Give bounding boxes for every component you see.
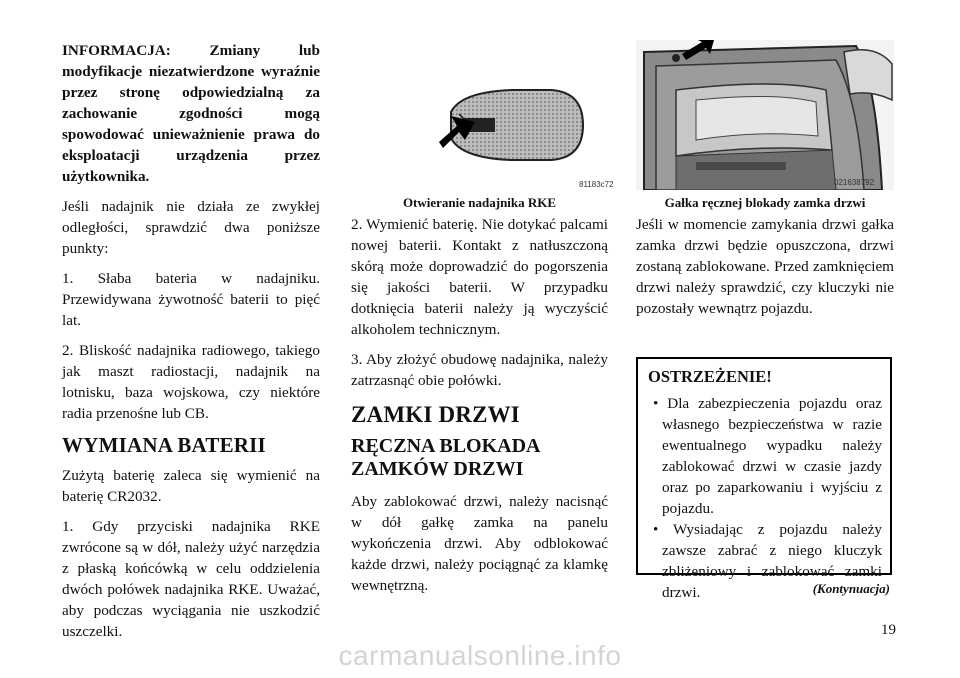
column-right bbox=[636, 214, 894, 328]
info-note: INFORMACJA: Zmiany lub modyfikacje niezatwierdzone wyraźnie przez stronę odpowiedzialną za zachowanie zgodności mogą spowodować unieważnienie prawa do eksploatacji urządzenia przez użytkownika. bbox=[62, 42, 320, 185]
paragraph: 3. Aby złożyć obudowę nadajnika, należy zatrzasnąć obie połówki. bbox=[351, 351, 608, 389]
section-heading-door-locks: ZAMKI DRZWI bbox=[351, 402, 520, 427]
warning-title: OSTRZEŻENIE! bbox=[648, 367, 772, 386]
warning-item: • Wysiadając z pojazdu należy zawsze zabrać z niego kluczyk zbliżeniowy i zablokować zamki drzwi. bbox=[648, 519, 882, 603]
rke-fob-illustration bbox=[351, 40, 614, 190]
paragraph: 2. Bliskość nadajnika radiowego, takiego jak maszt radiostacji, nadajnik na lotnisku, baza wojskowa, czy niektóre radia przenośne lub CB. bbox=[62, 342, 320, 422]
page-number: 19 bbox=[881, 622, 896, 638]
warning-item: • Dla zabezpieczenia pojazdu oraz własnego bezpieczeństwa w razie ewentualnego wypadku należy zablokować drzwi w czasie jazdy oraz po zaparkowaniu i wyjściu z pojazdu. bbox=[648, 393, 882, 519]
watermark: carmanualsonline.info bbox=[338, 640, 622, 671]
paragraph: Jeśli nadajnik nie działa ze zwykłej odległości, sprawdzić dwa poniższe punkty: bbox=[62, 198, 320, 257]
column-left bbox=[62, 40, 320, 651]
paragraph: 2. Wymienić baterię. Nie dotykać palcami nowej baterii. Kontakt z natłuszczoną skórą może doprowadzić do pogorszenia się jakości baterii. W przypadku dotknięcia baterii należy ją wyczyścić alkoholem technicznym. bbox=[351, 216, 608, 338]
figure-caption: Gałka ręcznej blokady zamka drzwi bbox=[664, 195, 866, 210]
paragraph: Jeśli w momencie zamykania drzwi gałka zamka drzwi będzie opuszczona, drzwi zostaną zablokowane. Przed zamknięciem drzwi należy sprawdzić, czy kluczyki nie pozostały wewnątrz pojazdu. bbox=[636, 216, 894, 317]
figure-code: 81183c72 bbox=[579, 180, 614, 189]
paragraph: 1. Gdy przyciski nadajnika RKE zwrócone są w dół, należy użyć narzędzia z płaską końcówką w celu oddzielenia dwóch połówek nadajnika RKE. Uważać, aby podczas wyciągania nie uszkodzić uszczelki. bbox=[62, 518, 320, 640]
figure-caption: Otwieranie nadajnika RKE bbox=[402, 195, 557, 210]
column-middle bbox=[351, 214, 608, 605]
subsection-heading-manual-lock: RĘCZNA BLOKADA ZAMKÓW DRZWI bbox=[351, 435, 540, 480]
door-lock-illustration bbox=[636, 40, 894, 190]
section-heading-battery: WYMIANA BATERII bbox=[62, 433, 266, 457]
warning-list bbox=[648, 393, 882, 603]
continued-label: (Kontynuacja) bbox=[812, 581, 890, 596]
paragraph: 1. Słaba bateria w nadajniku. Przewidywana żywotność baterii to pięć lat. bbox=[62, 270, 320, 329]
figure-code: 021638792 bbox=[834, 178, 875, 187]
paragraph: Aby zablokować drzwi, należy nacisnąć w dół gałkę zamka na panelu wykończenia drzwi. Aby odblokować każde drzwi, należy pociągnąć za klamkę wewnętrzną. bbox=[351, 493, 608, 594]
paragraph: Zużytą baterię zaleca się wymienić na baterię CR2032. bbox=[62, 467, 320, 505]
